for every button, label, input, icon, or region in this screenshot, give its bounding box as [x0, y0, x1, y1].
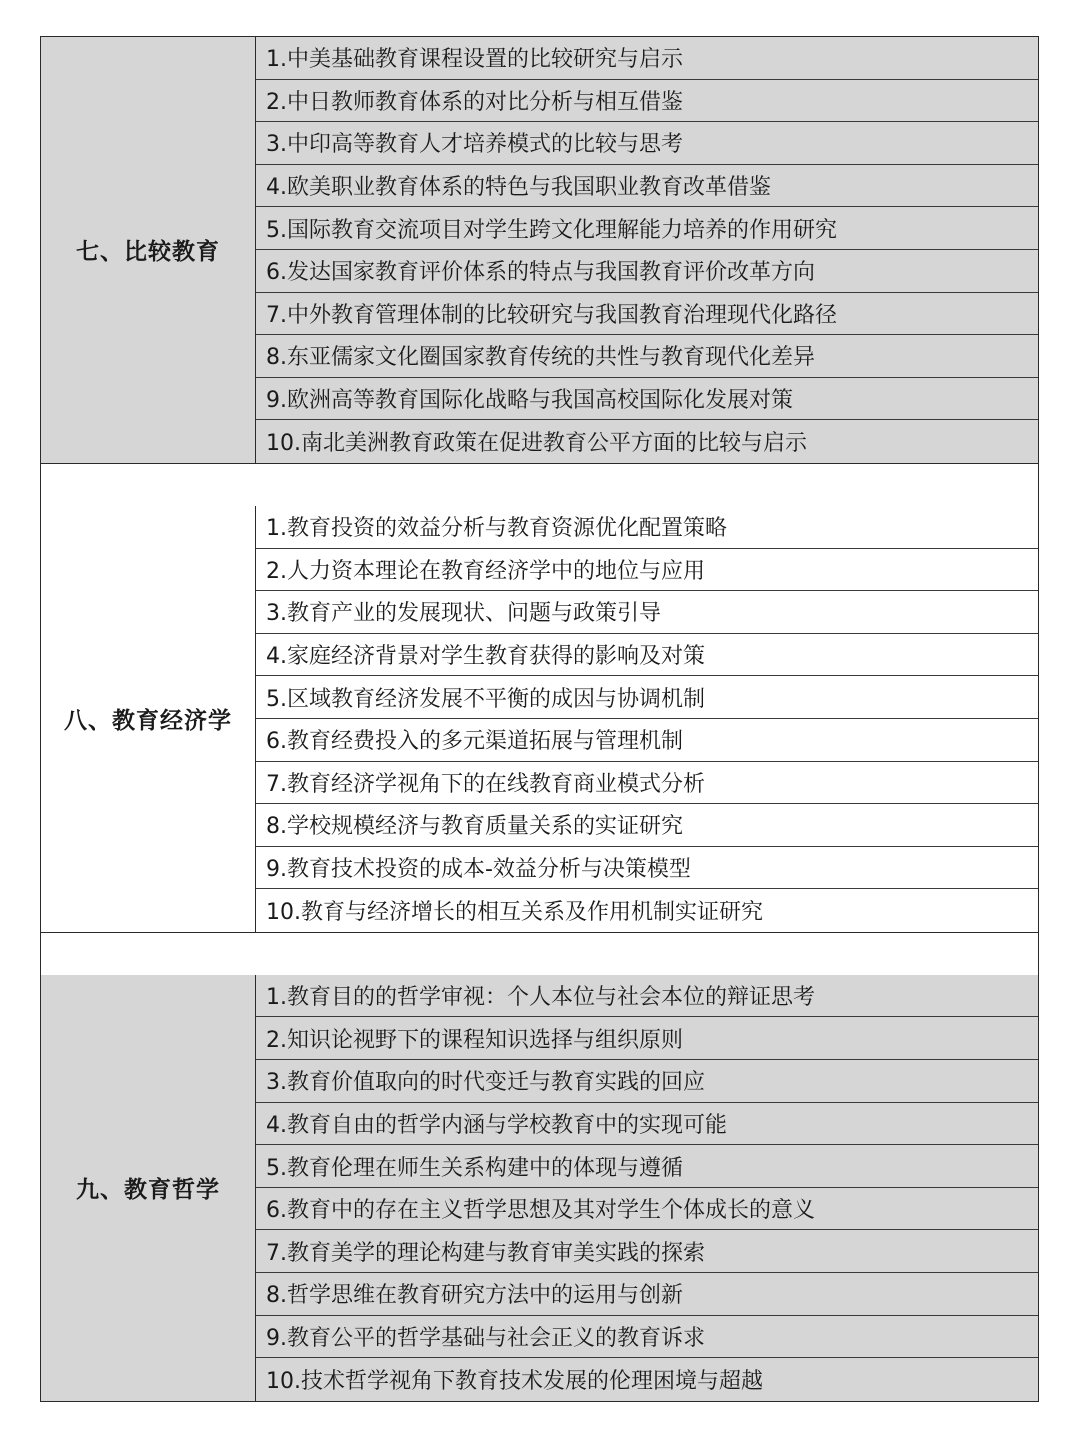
topic-item: 5.教育伦理在师生关系构建中的体现与遵循 [256, 1145, 1038, 1188]
section-comparative-education [40, 36, 1039, 464]
topics-table [40, 36, 1039, 1402]
section-title: 七、比较教育 [41, 37, 256, 463]
topic-list [256, 37, 1038, 463]
topic-item: 10.技术哲学视角下教育技术发展的伦理困境与超越 [256, 1358, 1038, 1401]
topic-item: 7.教育经济学视角下的在线教育商业模式分析 [256, 762, 1038, 805]
topic-item: 2.知识论视野下的课程知识选择与组织原则 [256, 1017, 1038, 1060]
topic-item: 4.家庭经济背景对学生教育获得的影响及对策 [256, 634, 1038, 677]
topic-item: 1.教育投资的效益分析与教育资源优化配置策略 [256, 506, 1038, 549]
topic-item: 5.国际教育交流项目对学生跨文化理解能力培养的作用研究 [256, 207, 1038, 250]
topic-item: 10.南北美洲教育政策在促进教育公平方面的比较与启示 [256, 420, 1038, 463]
topic-item: 7.中外教育管理体制的比较研究与我国教育治理现代化路径 [256, 293, 1038, 336]
topic-item: 4.教育自由的哲学内涵与学校教育中的实现可能 [256, 1103, 1038, 1146]
topic-item: 5.区域教育经济发展不平衡的成因与协调机制 [256, 676, 1038, 719]
topic-item: 3.教育产业的发展现状、问题与政策引导 [256, 591, 1038, 634]
topic-item: 3.教育价值取向的时代变迁与教育实践的回应 [256, 1060, 1038, 1103]
topic-item: 6.教育经费投入的多元渠道拓展与管理机制 [256, 719, 1038, 762]
topic-item: 7.教育美学的理论构建与教育审美实践的探索 [256, 1230, 1038, 1273]
topic-item: 1.教育目的的哲学审视：个人本位与社会本位的辩证思考 [256, 975, 1038, 1018]
topic-item: 8.学校规模经济与教育质量关系的实证研究 [256, 804, 1038, 847]
topic-item: 3.中印高等教育人才培养模式的比较与思考 [256, 122, 1038, 165]
topic-item: 8.东亚儒家文化圈国家教育传统的共性与教育现代化差异 [256, 335, 1038, 378]
section-philosophy-of-education [40, 975, 1039, 1402]
section-education-economics [40, 506, 1039, 933]
topic-item: 8.哲学思维在教育研究方法中的运用与创新 [256, 1273, 1038, 1316]
topic-item: 9.教育技术投资的成本-效益分析与决策模型 [256, 847, 1038, 890]
spacer-row [40, 464, 1039, 506]
topic-item: 6.教育中的存在主义哲学思想及其对学生个体成长的意义 [256, 1188, 1038, 1231]
topic-list [256, 506, 1038, 932]
topic-item: 1.中美基础教育课程设置的比较研究与启示 [256, 37, 1038, 80]
spacer-row [40, 933, 1039, 975]
topic-item: 2.人力资本理论在教育经济学中的地位与应用 [256, 549, 1038, 592]
topic-item: 4.欧美职业教育体系的特色与我国职业教育改革借鉴 [256, 165, 1038, 208]
topic-item: 9.欧洲高等教育国际化战略与我国高校国际化发展对策 [256, 378, 1038, 421]
topic-item: 9.教育公平的哲学基础与社会正义的教育诉求 [256, 1316, 1038, 1359]
topic-item: 2.中日教师教育体系的对比分析与相互借鉴 [256, 80, 1038, 123]
topic-list [256, 975, 1038, 1401]
topic-item: 10.教育与经济增长的相互关系及作用机制实证研究 [256, 889, 1038, 932]
section-title: 八、教育经济学 [41, 506, 256, 932]
section-title: 九、教育哲学 [41, 975, 256, 1401]
topic-item: 6.发达国家教育评价体系的特点与我国教育评价改革方向 [256, 250, 1038, 293]
